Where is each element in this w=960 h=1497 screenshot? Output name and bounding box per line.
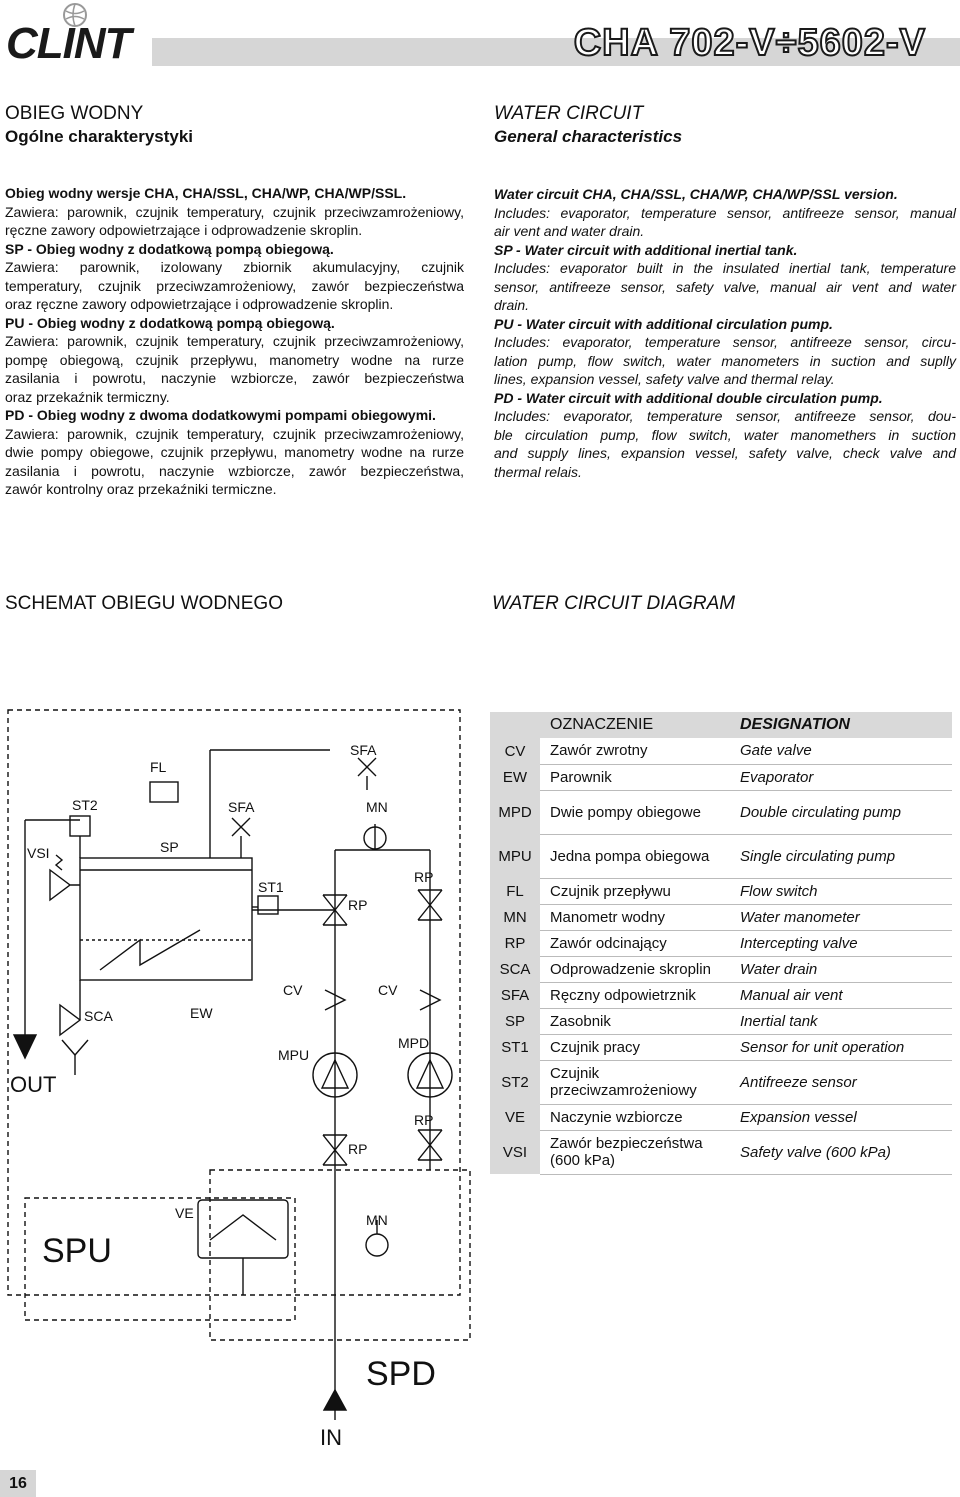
label-mn: MN bbox=[366, 799, 388, 815]
label-mpd: MPD bbox=[398, 1035, 430, 1051]
legend-en: Evaporator bbox=[730, 764, 952, 790]
legend-en: Double circulating pump bbox=[730, 790, 952, 834]
text-line: oraz przekaźnik termiczny. bbox=[5, 388, 170, 405]
legend-code: MPU bbox=[490, 834, 540, 878]
legend-header-en: DESIGNATION bbox=[730, 712, 952, 738]
label-cv: CV bbox=[378, 982, 398, 998]
label-in: IN bbox=[320, 1425, 342, 1450]
legend-en: Water manometer bbox=[730, 904, 952, 930]
text-line: oraz ręczne zawory odpowietrzające i odprowadzenie skroplin. bbox=[5, 296, 394, 312]
legend-code: SP bbox=[490, 1008, 540, 1034]
legend-code: SCA bbox=[490, 956, 540, 982]
legend-en: Intercepting valve bbox=[730, 930, 952, 956]
in-arrow-icon bbox=[324, 1390, 346, 1410]
legend-header-pl: OZNACZENIE bbox=[540, 712, 730, 738]
legend-pl: Zawór bezpieczeństwa (600 kPa) bbox=[540, 1130, 730, 1174]
legend-en: Sensor for unit operation bbox=[730, 1034, 952, 1060]
text-line: thermal relais. bbox=[494, 463, 582, 480]
legend-pl: Dwie pompy obiegowe bbox=[540, 790, 730, 834]
label-vsi: VSI bbox=[27, 845, 50, 861]
flow-switch bbox=[150, 782, 178, 802]
legend-en: Safety valve (600 kPa) bbox=[730, 1130, 952, 1174]
text-line: dwie pompy obiegowe, czujnik przepływu, manometry wodne na rurze bbox=[5, 444, 464, 460]
label-fl: FL bbox=[150, 759, 167, 775]
text-line: PD - Water circuit with additional double circulation pump. bbox=[494, 389, 883, 406]
unit-sensor bbox=[258, 896, 278, 914]
label-cv: CV bbox=[283, 982, 303, 998]
label-spd: SPD bbox=[366, 1355, 436, 1393]
label-st1: ST1 bbox=[258, 879, 284, 895]
text-line: PU - Obieg wodny z dodatkową pompą obiegową. bbox=[5, 314, 335, 331]
text-line: lation pump, flow switch, water manometers in suction and suplly bbox=[494, 352, 956, 369]
text-line: Obieg wodny wersje CHA, CHA/SSL, CHA/WP, CHA/WP/SSL. bbox=[5, 185, 407, 201]
brand-logo: CLINT bbox=[6, 19, 131, 68]
label-st2: ST2 bbox=[72, 797, 98, 813]
label-mn: MN bbox=[366, 1212, 388, 1228]
legend-pl: Czujnik pracy bbox=[540, 1034, 730, 1060]
text-line: SP - Water circuit with additional inertial tank. bbox=[494, 241, 798, 258]
legend-en: Flow switch bbox=[730, 878, 952, 904]
text-line: and supply lines, expansion vessel, safety valve, check valve and bbox=[494, 445, 956, 461]
label-mpu: MPU bbox=[278, 1047, 310, 1063]
legend-en: Inertial tank bbox=[730, 1008, 952, 1034]
legend-en: Gate valve bbox=[730, 738, 952, 764]
legend-code: MPD bbox=[490, 790, 540, 834]
text-line: Zawiera: parownik, czujnik temperatury, czujnik przeciwzamrożeniowy, bbox=[5, 425, 464, 442]
evaporator-coil bbox=[100, 930, 200, 970]
text-line: zawór kontrolny oraz przekaźniki termiczne. bbox=[5, 481, 277, 497]
page-number: 16 bbox=[0, 1470, 36, 1497]
legend-row bbox=[490, 878, 952, 904]
legend-pl: Parownik bbox=[540, 764, 730, 790]
inertial-tank bbox=[80, 858, 252, 980]
label-out: OUT bbox=[10, 1072, 57, 1097]
legend-header-code bbox=[490, 712, 540, 738]
text-line: PD - Obieg wodny z dwoma dodatkowymi pompami obiegowymi. bbox=[5, 407, 436, 423]
legend-pl: Czujnik przeciwzamrożeniowy bbox=[540, 1060, 730, 1104]
legend-row bbox=[490, 904, 952, 930]
legend-table bbox=[490, 712, 952, 1175]
legend-pl: Zasobnik bbox=[540, 1008, 730, 1034]
legend-code: RP bbox=[490, 930, 540, 956]
text-line: Includes: evaporator, temperature sensor, antifreeze sensor, manual bbox=[494, 204, 956, 221]
safety-valve-icon bbox=[50, 870, 80, 900]
legend-row bbox=[490, 738, 952, 764]
section-title-pl: OBIEG WODNY bbox=[5, 103, 144, 124]
section-subtitle-pl: Ogólne charakterystyki bbox=[5, 127, 194, 146]
model-title: CHA 702-V÷5602-V bbox=[573, 22, 926, 64]
legend-en: Single circulating pump bbox=[730, 834, 952, 878]
text-line: lines, expansion vessel, safety valve and thermal relay. bbox=[494, 371, 835, 387]
polish-description bbox=[5, 184, 464, 499]
legend-code: FL bbox=[490, 878, 540, 904]
text-line: ręczne zawory odpowietrzające i odprowadzenie skroplin. bbox=[5, 222, 363, 238]
drain-valve-icon bbox=[60, 1005, 80, 1035]
legend-row bbox=[490, 834, 952, 878]
text-line: air vent and water drain. bbox=[494, 223, 645, 239]
label-sp: SP bbox=[160, 839, 179, 855]
legend-pl: Odprowadzenie skroplin bbox=[540, 956, 730, 982]
legend-en: Antifreeze sensor bbox=[730, 1060, 952, 1104]
label-spu: SPU bbox=[42, 1232, 112, 1270]
legend-en: Expansion vessel bbox=[730, 1104, 952, 1130]
text-line: temperatury, czujnik przeciwzamrożeniowy, zawór bezpieczeństwa bbox=[5, 277, 464, 294]
legend-pl: Manometr wodny bbox=[540, 904, 730, 930]
legend-code: VE bbox=[490, 1104, 540, 1130]
legend-pl: Zawór zwrotny bbox=[540, 738, 730, 764]
text-line: sensor, antifreeze sensor, safety valve, manual air vent and water bbox=[494, 278, 956, 295]
legend-pl: Naczynie wzbiorcze bbox=[540, 1104, 730, 1130]
text-line: ble circulation pump, flow switch, water manomethers in suction bbox=[494, 426, 956, 443]
legend-code: EW bbox=[490, 764, 540, 790]
english-description bbox=[494, 185, 956, 481]
label-rp: RP bbox=[414, 869, 434, 885]
label-rp: RP bbox=[348, 1141, 368, 1157]
text-line: drain. bbox=[494, 297, 530, 313]
legend-code: ST1 bbox=[490, 1034, 540, 1060]
text-line: Water circuit CHA, CHA/SSL, CHA/WP, CHA/WP/SSL version. bbox=[494, 186, 898, 202]
air-vent-icon bbox=[232, 818, 250, 836]
diagram-title-pl: SCHEMAT OBIEGU WODNEGO bbox=[5, 593, 283, 614]
text-line: Zawiera: parownik, czujnik temperatury, czujnik przeciwzamrożeniowy, bbox=[5, 333, 464, 349]
out-arrow-icon bbox=[14, 1035, 36, 1058]
air-vent-icon bbox=[358, 758, 376, 776]
text-line: Includes: evaporator, temperature sensor, antifreeze sensor, circu- bbox=[494, 334, 956, 350]
label-sfa: SFA bbox=[228, 799, 255, 815]
expansion-vessel bbox=[198, 1200, 288, 1258]
legend-row bbox=[490, 764, 952, 790]
text-line: Includes: evaporator built in the insulated inertial tank, temperature bbox=[494, 260, 956, 276]
legend-row bbox=[490, 930, 952, 956]
legend-pl: Zawór odcinający bbox=[540, 930, 730, 956]
legend-pl: Jedna pompa obiegowa bbox=[540, 834, 730, 878]
text-line: SP - Obieg wodny z dodatkową pompą obiegową. bbox=[5, 240, 334, 257]
legend-code: MN bbox=[490, 904, 540, 930]
label-sfa: SFA bbox=[350, 742, 377, 758]
legend-row bbox=[490, 1104, 952, 1130]
diagram-title-en: WATER CIRCUIT DIAGRAM bbox=[492, 593, 736, 614]
spd-boundary bbox=[210, 1170, 470, 1340]
legend-code: VSI bbox=[490, 1130, 540, 1174]
legend-row bbox=[490, 1130, 952, 1174]
section-title-en: WATER CIRCUIT bbox=[494, 103, 644, 124]
legend-row bbox=[490, 956, 952, 982]
legend-pl: Czujnik przepływu bbox=[540, 878, 730, 904]
text-line: Zawiera: parownik, czujnik temperatury, czujnik przeciwzamrożeniowy, bbox=[5, 203, 464, 220]
label-ve: VE bbox=[175, 1205, 194, 1221]
legend-code: SFA bbox=[490, 982, 540, 1008]
label-sca: SCA bbox=[84, 1008, 113, 1024]
legend-code: ST2 bbox=[490, 1060, 540, 1104]
legend-row bbox=[490, 1034, 952, 1060]
legend-row bbox=[490, 1060, 952, 1104]
text-line: PU - Water circuit with additional circulation pump. bbox=[494, 315, 833, 332]
text-line: Includes: evaporator, temperature sensor, antifreeze sensor, dou- bbox=[494, 408, 956, 424]
text-line: zasilania i powrotu, naczynie wzbiorcze, zawór bezpieczeństwa bbox=[5, 370, 464, 386]
legend-row bbox=[490, 982, 952, 1008]
legend-en: Water drain bbox=[730, 956, 952, 982]
legend-row bbox=[490, 790, 952, 834]
antifreeze-sensor bbox=[70, 816, 90, 836]
legend-pl: Ręczny odpowietrznik bbox=[540, 982, 730, 1008]
legend-code: CV bbox=[490, 738, 540, 764]
label-rp: RP bbox=[348, 897, 368, 913]
text-line: Zawiera: parownik, izolowany zbiornik akumulacyjny, czujnik bbox=[5, 259, 464, 275]
water-circuit-diagram bbox=[0, 700, 475, 1470]
legend-row bbox=[490, 1008, 952, 1034]
legend-en: Manual air vent bbox=[730, 982, 952, 1008]
text-line: zasilania i powrotu, naczynie wzbiorcze, zawór bezpieczeństwa, bbox=[5, 462, 464, 479]
label-rp: RP bbox=[414, 1112, 434, 1128]
text-line: pompę obiegową, czujnik przepływu, manometry wodne na rurze bbox=[5, 351, 464, 368]
manometer-icon bbox=[366, 1234, 388, 1256]
label-ew: EW bbox=[190, 1005, 213, 1021]
section-subtitle-en: General characteristics bbox=[494, 127, 683, 146]
